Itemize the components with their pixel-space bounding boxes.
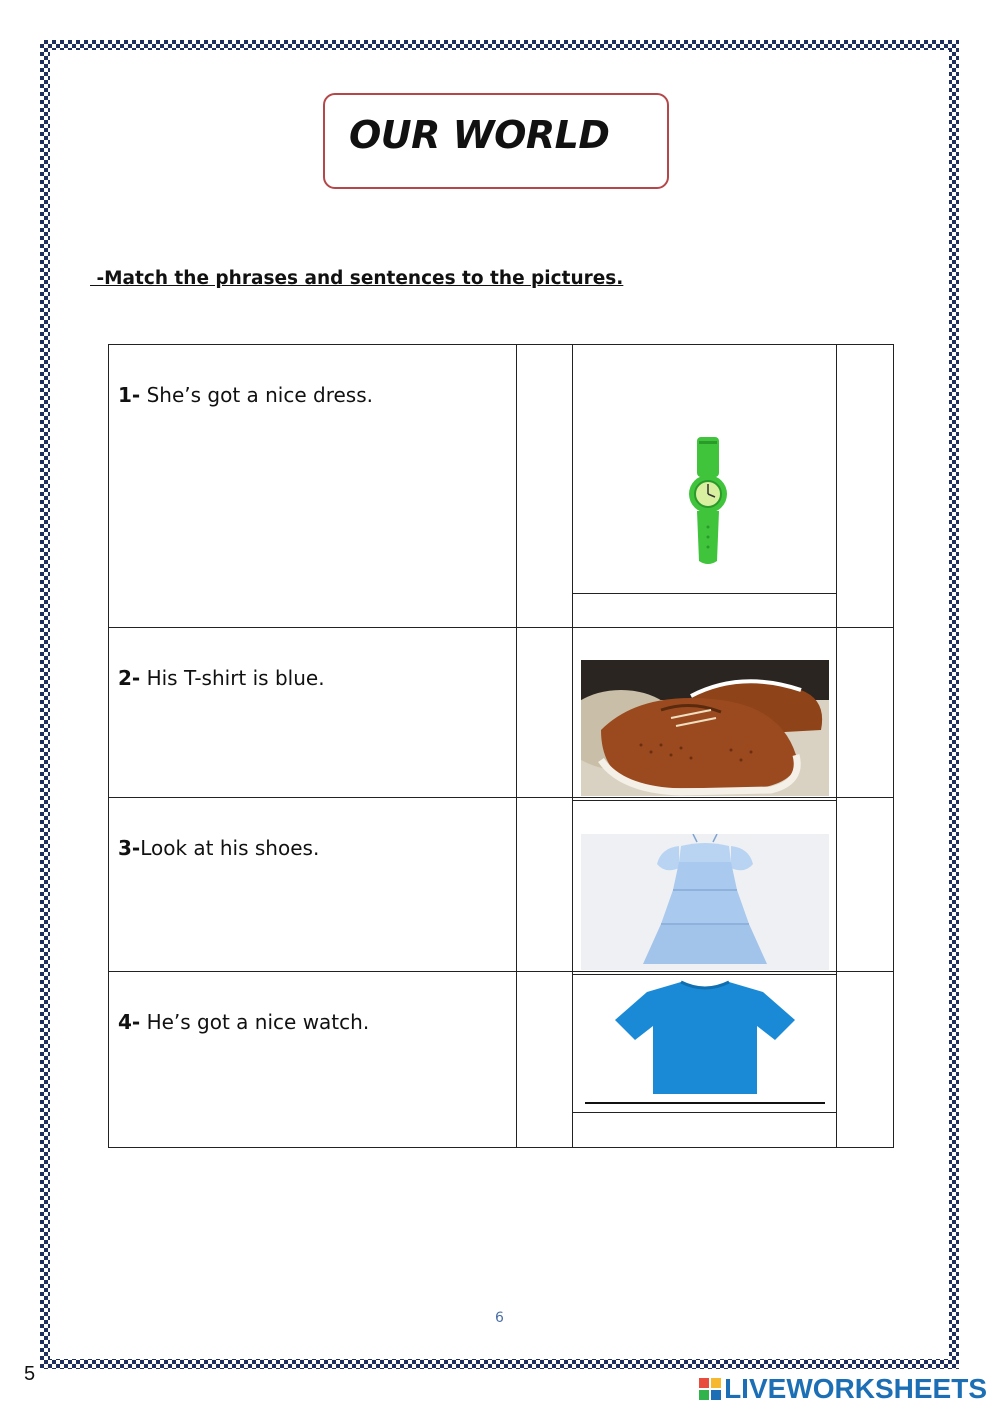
picture-cell [573, 345, 837, 628]
picture-cell [573, 798, 837, 972]
instruction-text: -Match the phrases and sentences to the pictures. [90, 268, 624, 289]
table-row [109, 972, 894, 1148]
brand-name: LIVEWORKSHEETS [724, 1373, 987, 1404]
liveworksheets-logo-icon [699, 1378, 721, 1400]
empty-cell [837, 972, 894, 1148]
row-number: 4- [118, 1010, 141, 1034]
sentence-text: She’s got a nice dress. [140, 383, 374, 407]
sentence-cell [109, 798, 517, 972]
table-row [109, 345, 894, 628]
brown-shoes-icon [581, 660, 829, 796]
page-number: 6 [495, 1310, 504, 1326]
empty-cell [837, 798, 894, 972]
row-number: 2- [118, 666, 141, 690]
row-number: 3- [118, 836, 141, 860]
picture-cell [573, 972, 837, 1148]
answer-cell[interactable] [517, 972, 573, 1148]
sentence-cell [109, 345, 517, 628]
corner-number: 5 [24, 1363, 36, 1385]
answer-cell[interactable] [517, 628, 573, 798]
sentence-text: His T-shirt is blue. [140, 666, 325, 690]
green-watch-icon [677, 437, 737, 567]
title-box [323, 93, 669, 189]
picture-cell [573, 628, 837, 798]
empty-cell [837, 345, 894, 628]
row-number: 1- [118, 383, 141, 407]
page-title: OUR WORLD [349, 113, 610, 157]
blue-dress-icon [581, 834, 829, 970]
matching-table [108, 344, 894, 1148]
sentence-cell [109, 972, 517, 1148]
sentence-text: He’s got a nice watch. [140, 1010, 370, 1034]
empty-cell [837, 628, 894, 798]
sentence-text: Look at his shoes. [140, 836, 320, 860]
brand-footer [699, 1373, 987, 1405]
answer-cell[interactable] [517, 798, 573, 972]
answer-cell[interactable] [517, 345, 573, 628]
sentence-cell [109, 628, 517, 798]
table-row [109, 628, 894, 798]
blue-tshirt-icon [613, 978, 797, 1098]
table-row [109, 798, 894, 972]
